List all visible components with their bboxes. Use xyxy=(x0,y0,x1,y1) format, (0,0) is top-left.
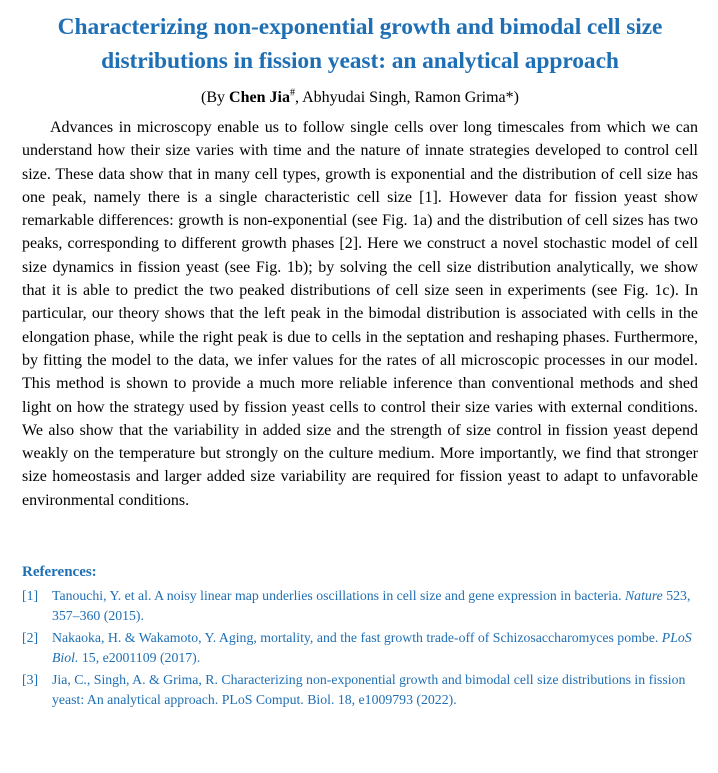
references-heading: References: xyxy=(22,564,97,581)
title-line-1: Characterizing non-exponential growth and bimodal cell size xyxy=(57,14,663,40)
reference-item-2 xyxy=(22,628,698,667)
authors-prefix: (By xyxy=(201,89,230,106)
reference-journal: PLoS Biol. xyxy=(52,630,692,665)
reference-journal: Nature xyxy=(624,588,663,604)
abstract-paragraph: Advances in microscopy enable us to follow single cells over long timescales from which we can understand how their size varies with time and the nature of innate strategies developed to control cell size. These data show that in many cell types, growth is exponential and the distribution of cell size has one peak, namely there is a single characteristic cell size [1]. However data for fission yeast show remarkable differences: growth is non-exponential (see Fig. 1a) and the distribution of cell sizes has two peaks, corresponding to different growth phases [2]. Here we construct a novel stochastic model of cell size dynamics in fission yeast (see Fig. 1b); by solving the cell size distribution analytically, we show that it is able to predict the two peaked distributions of cell size seen in experiments (see Fig. 1c). In particular, our theory shows that the left peak in the bimodal distribution is associated with cells in the elongation phase, while the right peak is due to cells in the septation and reshaping phases. Furthermore, by fitting the model to the data, we infer values for the rates of all microscopic processes in our model. This method is shown to provide a much more reliable inference than conventional methods and shed light on how the strategy used by fission yeast cells to control their size varies with external conditions. We also show that the variability in added size and the strength of size control in fission yeast depend weakly on the temperature but strongly on the culture medium. More importantly, we find that stronger size homeostasis and larger added size variability are required for fission yeast to adapt to unfavorable environmental conditions. xyxy=(22,119,698,509)
reference-number: [1] xyxy=(22,588,39,604)
references-list xyxy=(22,586,698,709)
reference-item-3 xyxy=(22,670,698,709)
reference-text xyxy=(52,628,698,667)
title-line-2: distributions in fission yeast: an analytical approach xyxy=(101,48,619,74)
reference-text xyxy=(52,586,698,625)
presenter-mark: # xyxy=(289,87,295,99)
reference-citation: Tanouchi, Y. et al. A noisy linear map underlies oscillations in cell size and gene expression in bacteria. xyxy=(52,588,625,604)
reference-details: 523, 357–360 (2015). xyxy=(52,588,691,623)
reference-number: [3] xyxy=(22,672,39,688)
reference-citation: Jia, C., Singh, A. & Grima, R. Characterizing non-exponential growth and bimodal cell size distributions in fission yeast: An analytical approach. PLoS Comput. Biol. 18, e1009793 (2022). xyxy=(52,672,686,707)
reference-item-1 xyxy=(22,586,698,625)
presenting-author: Chen Jia xyxy=(229,89,290,106)
other-authors: , Abhyudai Singh, Ramon Grima*) xyxy=(294,89,519,106)
author-line xyxy=(22,88,698,108)
page-title xyxy=(22,0,698,78)
reference-number: [2] xyxy=(22,630,39,646)
reference-citation: Nakaoka, H. & Wakamoto, Y. Aging, mortality, and the fast growth trade-off of Schizosaccharomyces pombe. xyxy=(52,630,662,646)
reference-text xyxy=(52,670,698,709)
reference-details: 15, e2001109 (2017). xyxy=(78,649,201,665)
